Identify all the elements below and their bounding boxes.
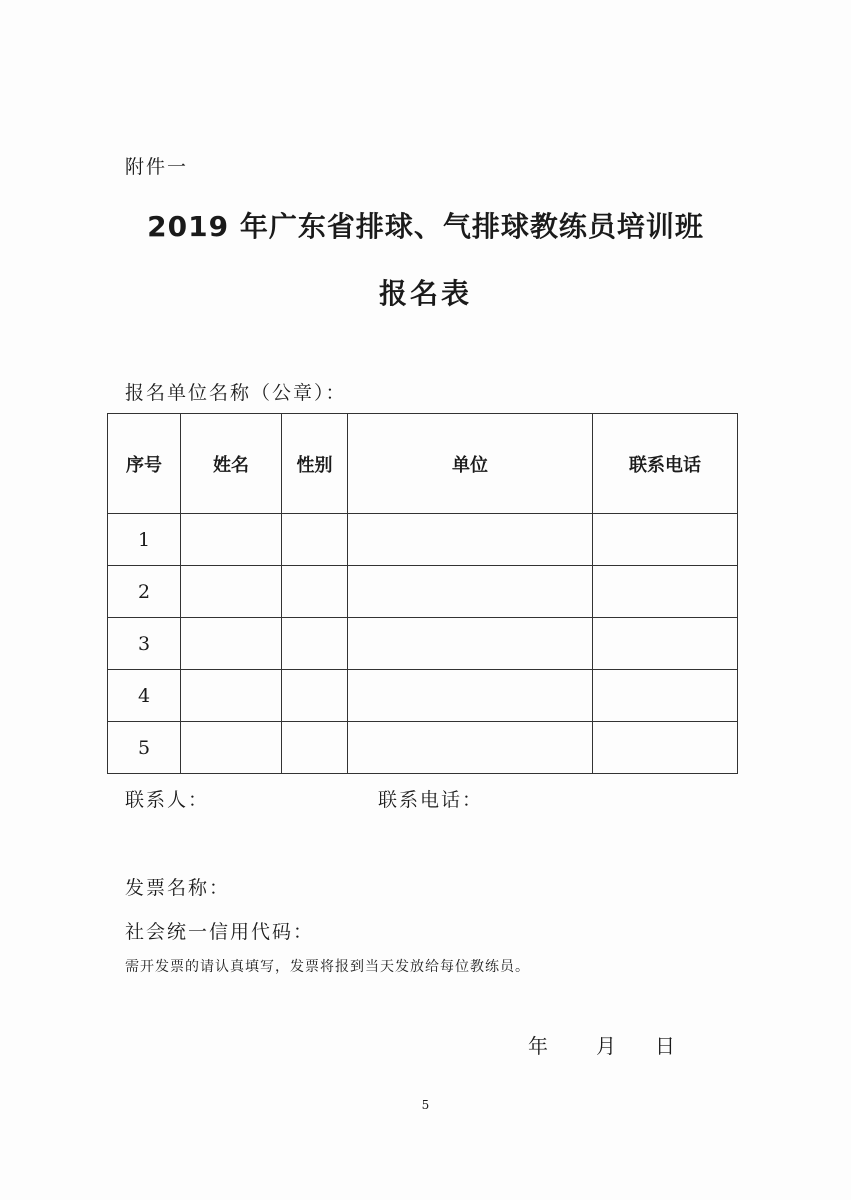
registration-unit-label: 报名单位名称（公章）： <box>125 382 347 404</box>
gender-cell[interactable] <box>282 722 348 774</box>
row-index: 1 <box>108 514 181 566</box>
document-subtitle: 报名表 <box>378 277 472 310</box>
date-day-label: 日 <box>655 1034 675 1058</box>
phone-cell[interactable] <box>593 670 738 722</box>
invoice-name-label: 发票名称： <box>125 877 231 899</box>
header-name: 姓名 <box>181 414 282 514</box>
unit-cell[interactable] <box>348 618 593 670</box>
table-row <box>108 722 738 774</box>
gender-cell[interactable] <box>282 566 348 618</box>
gender-cell[interactable] <box>282 618 348 670</box>
name-cell[interactable] <box>181 670 282 722</box>
page-number: 5 <box>421 1098 430 1112</box>
name-cell[interactable] <box>181 618 282 670</box>
row-index: 5 <box>108 722 181 774</box>
table-row <box>108 670 738 722</box>
invoice-note: 需开发票的请认真填写，发票将报到当天发放给每位教练员。 <box>125 959 530 975</box>
document-title: 2019 年广东省排球、气排球教练员培训班 <box>147 210 704 243</box>
attachment-label: 附件一 <box>125 156 189 178</box>
table-row <box>108 618 738 670</box>
table-header-row <box>108 414 738 514</box>
phone-cell[interactable] <box>593 618 738 670</box>
table-row <box>108 566 738 618</box>
phone-cell[interactable] <box>593 566 738 618</box>
unit-cell[interactable] <box>348 566 593 618</box>
registration-table <box>107 413 738 774</box>
phone-cell[interactable] <box>593 722 738 774</box>
header-unit: 单位 <box>348 414 593 514</box>
gender-cell[interactable] <box>282 514 348 566</box>
name-cell[interactable] <box>181 722 282 774</box>
date-year-label: 年 <box>528 1034 548 1058</box>
unit-cell[interactable] <box>348 670 593 722</box>
row-index: 3 <box>108 618 181 670</box>
row-index: 4 <box>108 670 181 722</box>
unit-cell[interactable] <box>348 722 593 774</box>
name-cell[interactable] <box>181 566 282 618</box>
header-phone: 联系电话 <box>593 414 738 514</box>
unit-cell[interactable] <box>348 514 593 566</box>
date-month-label: 月 <box>596 1034 616 1058</box>
header-gender: 性别 <box>282 414 348 514</box>
row-index: 2 <box>108 566 181 618</box>
gender-cell[interactable] <box>282 670 348 722</box>
name-cell[interactable] <box>181 514 282 566</box>
header-index: 序号 <box>108 414 181 514</box>
credit-code-label: 社会统一信用代码： <box>125 921 315 943</box>
contact-phone-label: 联系电话： <box>378 789 484 811</box>
phone-cell[interactable] <box>593 514 738 566</box>
table-row <box>108 514 738 566</box>
contact-person-label: 联系人： <box>125 789 210 811</box>
